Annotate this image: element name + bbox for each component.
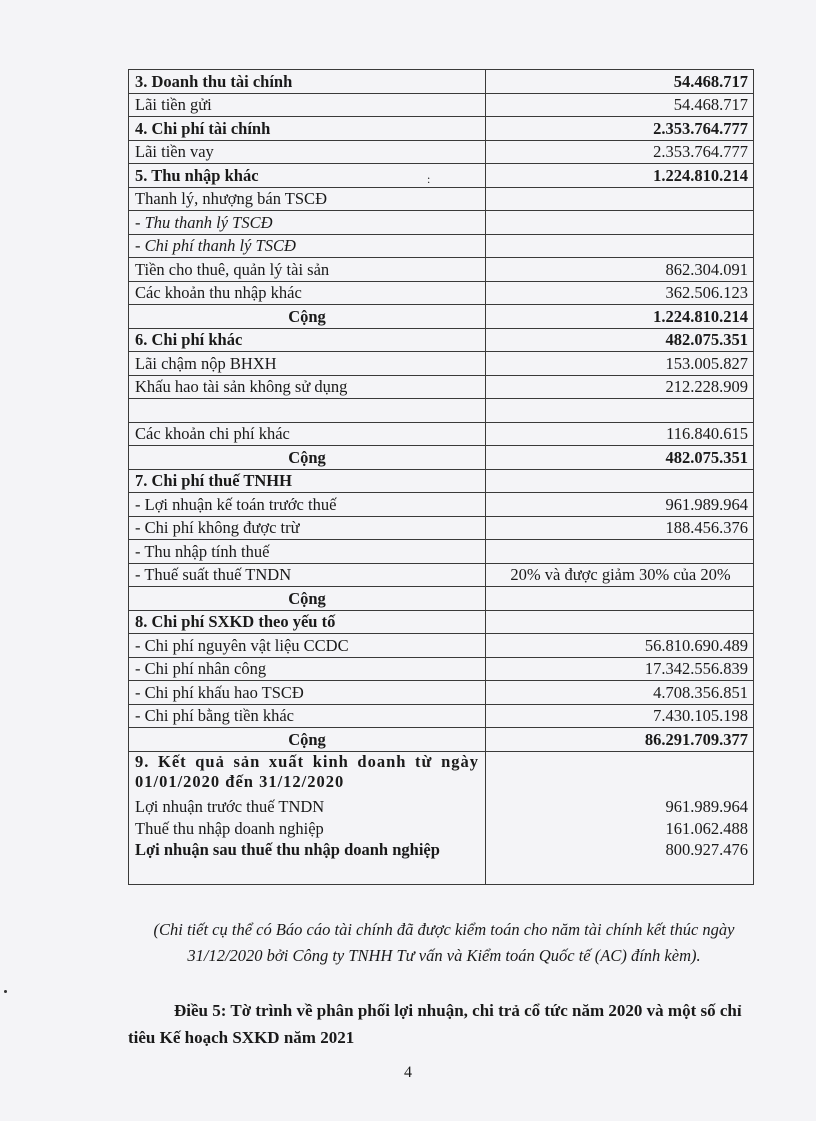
- row-value: 153.005.827: [486, 352, 754, 376]
- row-label: Lợi nhuận sau thuế thu nhập doanh nghiệp: [129, 840, 486, 885]
- row-value: [486, 469, 754, 493]
- row-label: [129, 399, 486, 423]
- table-row: [129, 516, 754, 540]
- total-row: [129, 728, 754, 752]
- table-row: [129, 234, 754, 258]
- row-value: 54.468.717: [486, 70, 754, 94]
- row-label: Cộng: [129, 728, 486, 752]
- table-row: [129, 493, 754, 517]
- section9-header-row: [129, 751, 754, 796]
- row-label: 4. Chi phí tài chính: [129, 117, 486, 141]
- financial-table: [128, 69, 754, 885]
- table-row: [129, 399, 754, 423]
- row-label: Các khoản thu nhập khác: [129, 281, 486, 305]
- row-label: Lãi tiền vay: [129, 140, 486, 164]
- row-label: 3. Doanh thu tài chính: [129, 70, 486, 94]
- total-row: [129, 305, 754, 329]
- table-row: [129, 352, 754, 376]
- row-value: 161.062.488: [486, 818, 754, 840]
- row-value: 2.353.764.777: [486, 117, 754, 141]
- table-row: [129, 704, 754, 728]
- table-row: [129, 375, 754, 399]
- row-value: [486, 211, 754, 235]
- row-value: 961.989.964: [486, 493, 754, 517]
- table-row: [129, 281, 754, 305]
- row-label: Cộng: [129, 587, 486, 611]
- page-number: 4: [404, 1064, 412, 1081]
- row-label: Cộng: [129, 446, 486, 470]
- row-value: 54.468.717: [486, 93, 754, 117]
- section-header-row: [129, 469, 754, 493]
- section-header-row: [129, 328, 754, 352]
- row-value: [486, 610, 754, 634]
- row-label: Lãi tiền gửi: [129, 93, 486, 117]
- row-value: 800.927.476: [486, 840, 754, 885]
- row-label: 6. Chi phí khác: [129, 328, 486, 352]
- row-value: 20% và được giảm 30% của 20%: [486, 563, 754, 587]
- row-label: - Thu thanh lý TSCĐ: [129, 211, 486, 235]
- table-row: [129, 681, 754, 705]
- article-heading: [128, 997, 754, 1051]
- row-value: 1.224.810.214: [486, 305, 754, 329]
- section9-body: [129, 751, 754, 884]
- row-label: - Chi phí thanh lý TSCĐ: [129, 234, 486, 258]
- row-value: 482.075.351: [486, 446, 754, 470]
- row-label: Tiền cho thuê, quản lý tài sản: [129, 258, 486, 282]
- row-value: 4.708.356.851: [486, 681, 754, 705]
- table-row: [129, 818, 754, 840]
- table-row: [129, 422, 754, 446]
- section-header-row: [129, 70, 754, 94]
- row-value: 212.228.909: [486, 375, 754, 399]
- row-value: 7.430.105.198: [486, 704, 754, 728]
- row-value: 362.506.123: [486, 281, 754, 305]
- row-value: 56.810.690.489: [486, 634, 754, 658]
- article-text: Điều 5: Tờ trình về phân phối lợi nhuận, chi trả cổ tức năm 2020 và một số chỉ tiêu Kế hoạch SXKD năm 2021: [128, 1001, 742, 1047]
- table-row: [129, 840, 754, 885]
- section-header-row: [129, 117, 754, 141]
- table-row: [129, 140, 754, 164]
- row-value: 17.342.556.839: [486, 657, 754, 681]
- table-row: [129, 93, 754, 117]
- row-label: 8. Chi phí SXKD theo yếu tố: [129, 610, 486, 634]
- row-label: - Lợi nhuận kế toán trước thuế: [129, 493, 486, 517]
- table-row: [129, 796, 754, 818]
- row-value: 116.840.615: [486, 422, 754, 446]
- table-row: [129, 211, 754, 235]
- row-label: Lãi chậm nộp BHXH: [129, 352, 486, 376]
- table-body: [129, 70, 754, 752]
- row-value: [486, 540, 754, 564]
- table-row: [129, 634, 754, 658]
- audit-note: (Chi tiết cụ thể có Báo cáo tài chính đã được kiểm toán cho năm tài chính kết thúc ngày 31/12/2020 bởi Công ty TNHH Tư vấn và Kiểm toán Quốc tế (AC) đính kèm).: [153, 920, 735, 965]
- row-label: Khấu hao tài sản không sử dụng: [129, 375, 486, 399]
- total-row: [129, 446, 754, 470]
- section-header-row: [129, 164, 754, 188]
- row-value: [486, 187, 754, 211]
- table-row: [129, 187, 754, 211]
- table-row: [129, 258, 754, 282]
- row-value: 961.989.964: [486, 796, 754, 818]
- table-row: [129, 657, 754, 681]
- row-label: - Chi phí nhân công: [129, 657, 486, 681]
- table-row: [129, 563, 754, 587]
- row-value: [486, 234, 754, 258]
- row-value: 482.075.351: [486, 328, 754, 352]
- section9-empty-value: [486, 751, 754, 796]
- row-value: [486, 587, 754, 611]
- scan-dot: [4, 990, 7, 993]
- stray-mark: :: [427, 172, 431, 186]
- row-value: 862.304.091: [486, 258, 754, 282]
- row-label: - Chi phí nguyên vật liệu CCDC: [129, 634, 486, 658]
- row-value: 86.291.709.377: [486, 728, 754, 752]
- row-label: - Chi phí không được trừ: [129, 516, 486, 540]
- row-label: 5. Thu nhập khác: [129, 164, 486, 188]
- row-value: 2.353.764.777: [486, 140, 754, 164]
- table-row: [129, 540, 754, 564]
- total-row: [129, 587, 754, 611]
- row-label: - Chi phí khấu hao TSCĐ: [129, 681, 486, 705]
- row-label: Thanh lý, nhượng bán TSCĐ: [129, 187, 486, 211]
- section-header-row: [129, 610, 754, 634]
- row-label: 7. Chi phí thuế TNHH: [129, 469, 486, 493]
- row-label: Lợi nhuận trước thuế TNDN: [129, 796, 486, 818]
- row-label: Các khoản chi phí khác: [129, 422, 486, 446]
- section9-title: 9. Kết quả sản xuất kinh doanh từ ngày 01/01/2020 đến 31/12/2020: [129, 751, 486, 796]
- row-label: - Thu nhập tính thuế: [129, 540, 486, 564]
- row-label: - Chi phí bằng tiền khác: [129, 704, 486, 728]
- row-label: - Thuế suất thuế TNDN: [129, 563, 486, 587]
- row-value: 188.456.376: [486, 516, 754, 540]
- row-value: 1.224.810.214: [486, 164, 754, 188]
- row-label: Thuế thu nhập doanh nghiệp: [129, 818, 486, 840]
- row-label: Cộng: [129, 305, 486, 329]
- row-value: [486, 399, 754, 423]
